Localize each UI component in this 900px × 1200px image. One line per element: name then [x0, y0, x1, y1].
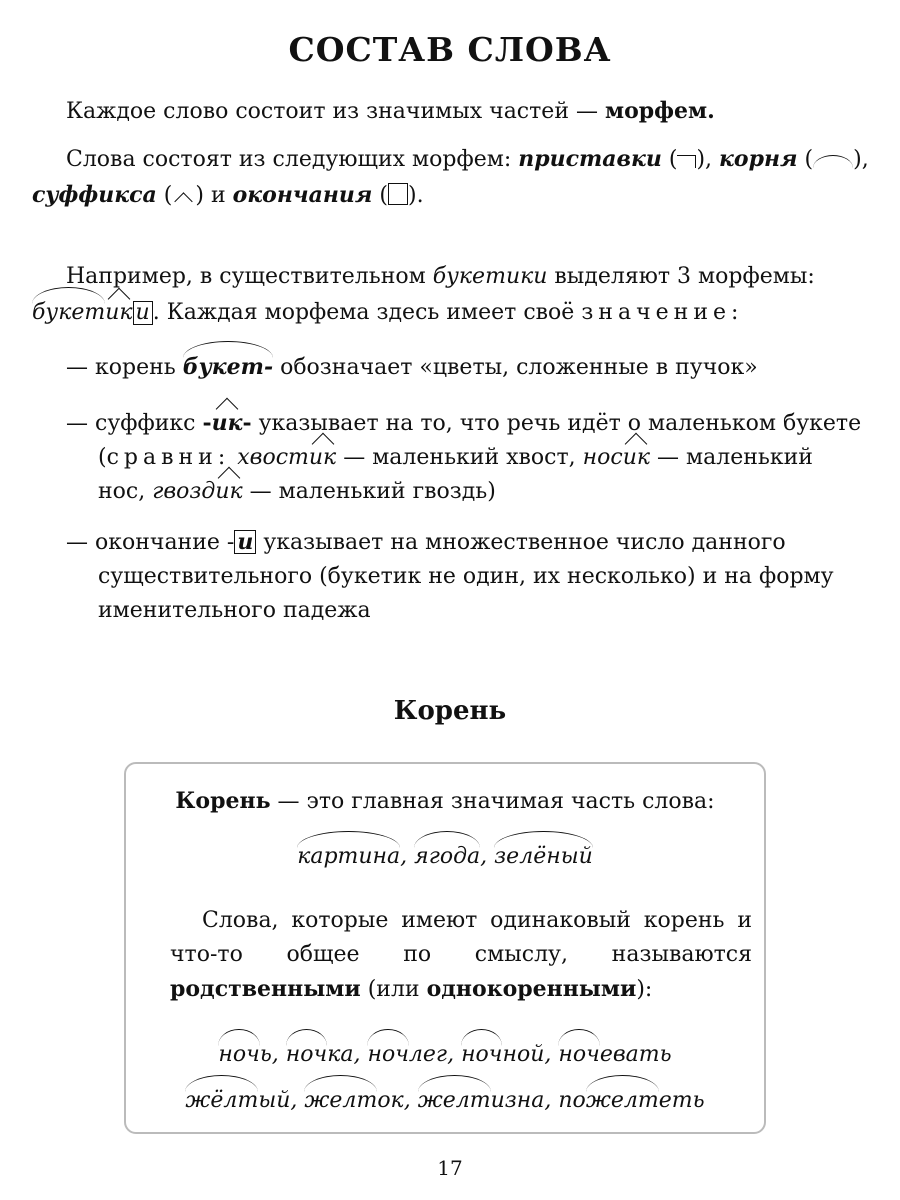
- intro-bold: морфем.: [604, 98, 715, 124]
- example-word: букетики: [432, 264, 548, 289]
- word-ending: и: [133, 301, 153, 325]
- and-text: и: [203, 183, 233, 208]
- list-item-ending: [66, 526, 860, 628]
- morphemes-line1: Слова состоят из следующих морфем: приставки ( ), корня ( ),: [66, 146, 869, 172]
- example-suffix: ик: [215, 475, 242, 509]
- item-term: букет-: [183, 350, 273, 384]
- example-text: нос,: [98, 479, 153, 504]
- suffix-term: суффикса: [32, 182, 157, 208]
- example-word: нос: [582, 445, 623, 470]
- list-item: [558, 1088, 704, 1113]
- word-prefix: по: [558, 1088, 586, 1113]
- word-root: ноч: [218, 1038, 259, 1072]
- comma: ,: [480, 844, 495, 869]
- compare-label: сравни:: [106, 445, 231, 470]
- related-words-row2: жёлтый, желток, желтизна, пожелтеть: [124, 1084, 766, 1118]
- intro-text: Каждое слово состоит из значимых частей —: [66, 99, 605, 124]
- ending-symbol-icon: [388, 183, 408, 205]
- example-text: — маленький гвоздь): [242, 479, 496, 504]
- list-item-suffix: [66, 406, 861, 509]
- list-item: [286, 1042, 354, 1067]
- page-title: СОСТАВ СЛОВА: [288, 30, 612, 69]
- word-rest: изна: [490, 1088, 545, 1113]
- intro-paragraph: [66, 94, 715, 129]
- word-rest: ок: [377, 1088, 404, 1113]
- word-root: ноч: [558, 1038, 599, 1072]
- list-item: [367, 1042, 447, 1067]
- item-text: указывает на множественное число данного существительного (букетик не один, их несколько) и на форму именительного падежа: [98, 530, 834, 623]
- item-term-pre: -: [202, 410, 212, 436]
- list-item: [418, 1088, 545, 1113]
- paragraph-text: ):: [636, 977, 653, 1002]
- example-text-b: выделяют 3 морфемы:: [547, 264, 815, 289]
- prefix-symbol-icon: [677, 155, 696, 168]
- item-dash: — окончание -: [66, 530, 235, 555]
- page-number: 17: [437, 1156, 463, 1180]
- comma: ,: [400, 844, 415, 869]
- example-line2: [32, 296, 743, 330]
- example-line2-text: . Каждая морфема здесь имеет своё: [152, 300, 582, 325]
- word-root: ноч: [461, 1038, 502, 1072]
- word-rest: еть: [658, 1088, 705, 1113]
- morphemes-lead: Слова состоят из следующих морфем:: [66, 147, 519, 172]
- word-rest: ной: [502, 1042, 545, 1067]
- suffix-item-line2: [66, 441, 861, 475]
- suffix-item-line1: [66, 406, 861, 441]
- paragraph-text: Слова, которые имеют одинаковый корень и что-то общее по смыслу, называются: [170, 908, 752, 967]
- list-item: [185, 1088, 290, 1113]
- morphemes-line2: суффикса ( ) и окончания ( ).: [32, 178, 424, 213]
- example-suffix: ик: [623, 441, 650, 475]
- list-item: [304, 1088, 403, 1113]
- word-rest: лег: [408, 1042, 448, 1067]
- related-words-paragraph: [170, 904, 752, 1007]
- paragraph-text: (или: [360, 977, 427, 1002]
- list-item-root: [66, 350, 861, 385]
- root-examples: [124, 840, 766, 874]
- word-suffix: ик: [105, 296, 132, 330]
- item-term: и: [234, 530, 256, 554]
- related-words-row1: ночь, ночка, ночлег, ночной, ночевать: [124, 1038, 766, 1072]
- example-word: картина: [297, 840, 400, 874]
- example-text: — маленький хвост,: [336, 445, 583, 470]
- item-term-post: -: [242, 410, 252, 436]
- root-definition: [124, 784, 766, 819]
- word-rest: евать: [599, 1042, 672, 1067]
- word-root: ноч: [286, 1038, 327, 1072]
- example-line1: [66, 260, 815, 294]
- paragraph-bold: родственными: [170, 976, 361, 1002]
- word-root: букет: [32, 296, 105, 330]
- item-text: обозначает «цветы, сложенные в пучок»: [273, 355, 758, 380]
- item-term: ик: [212, 406, 243, 440]
- word-root: желт: [586, 1084, 659, 1118]
- list-item: [461, 1042, 544, 1067]
- word-root: жёлт: [185, 1084, 258, 1118]
- word-root: ноч: [367, 1038, 408, 1072]
- suffix-symbol-icon: [175, 192, 193, 210]
- word-rest: ка: [327, 1042, 354, 1067]
- suffix-item-line3: [66, 475, 861, 509]
- list-item: [558, 1042, 671, 1067]
- paragraph-bold: однокоренными: [426, 976, 637, 1002]
- item-text: указывает на то, что речь идёт о маленьком букете: [251, 411, 862, 436]
- word-rest: ый: [258, 1088, 291, 1113]
- definition-term: Корень: [175, 788, 271, 814]
- example-spaced-word: значение:: [581, 300, 744, 325]
- item-dash: — корень: [66, 355, 183, 380]
- example-word: хвост: [237, 445, 309, 470]
- example-word: ягода: [414, 840, 480, 874]
- item-dash: — суффикс: [66, 411, 203, 436]
- word-rest: ь: [259, 1042, 272, 1067]
- definition-text: — это главная значимая часть слова:: [270, 789, 715, 814]
- list-item: [218, 1042, 271, 1067]
- root-symbol-icon: [813, 155, 853, 168]
- prefix-term: приставки: [518, 146, 662, 172]
- root-term: корня: [719, 146, 798, 172]
- example-suffix: ик: [309, 441, 336, 475]
- example-text: — маленький: [650, 445, 813, 470]
- compare-segment: (сравни: хвостик — маленький хвост, носик — маленький: [98, 441, 813, 475]
- example-word: гвозд: [152, 479, 216, 504]
- word-root: желт: [418, 1084, 491, 1118]
- example-text-a: Например, в существительном: [66, 264, 433, 289]
- word-root: желт: [304, 1084, 377, 1118]
- ending-term: окончания: [232, 182, 373, 208]
- section-title: Корень: [393, 696, 507, 726]
- example-word: зелёный: [494, 840, 593, 874]
